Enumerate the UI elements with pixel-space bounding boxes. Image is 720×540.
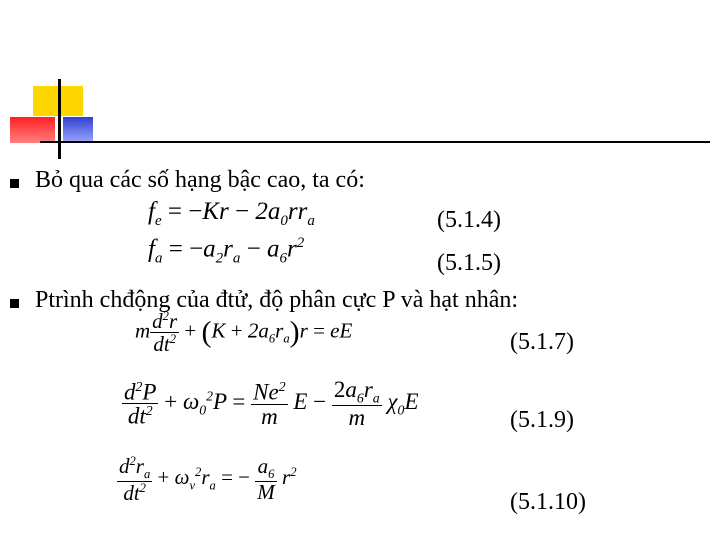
equation-number: (5.1.7) [510,329,574,355]
bullet-text: Bỏ qua các số hạng bậc cao, ta có: [35,167,365,193]
vertical-rule [58,79,61,159]
bullet-text: Ptrình chđộng của đtử, độ phân cực P và hạt nhân: [35,287,519,313]
equation-number: (5.1.5) [437,250,501,276]
bullet-marker [10,179,19,188]
horizontal-rule [40,141,710,143]
red-rect [10,117,55,143]
equation-5-1-5: $f_a = -a_2r_a - a_6r^2$ [148,235,305,267]
equation-number: (5.1.4) [437,207,501,233]
equation-number: (5.1.10) [510,489,586,515]
blue-rect [63,117,93,143]
equation-number: (5.1.9) [510,407,574,433]
bullet-marker [10,299,19,308]
equation-5-1-7: m $\frac{d^2r}{dt^2}$ + $(K + 2a_6r_a)r$ = eE [135,309,353,356]
equation-5-1-9: $\frac{d^2P}{dt^2}$ + $\omega_0^2P$ = $\frac{Ne^2}{m}$ E − $\frac{2a_6r_a}{m}$ $\chi_0E$ [124,377,419,431]
equation-5-1-10: $\frac{d^2r_a}{dt^2}$ + $\omega_v^2r_a$ = − $\frac{a_6}{M}$ $r^2$ [119,454,297,505]
equation-5-1-4: $f_e = -Kr - 2a_0rr_a$ [148,198,315,229]
